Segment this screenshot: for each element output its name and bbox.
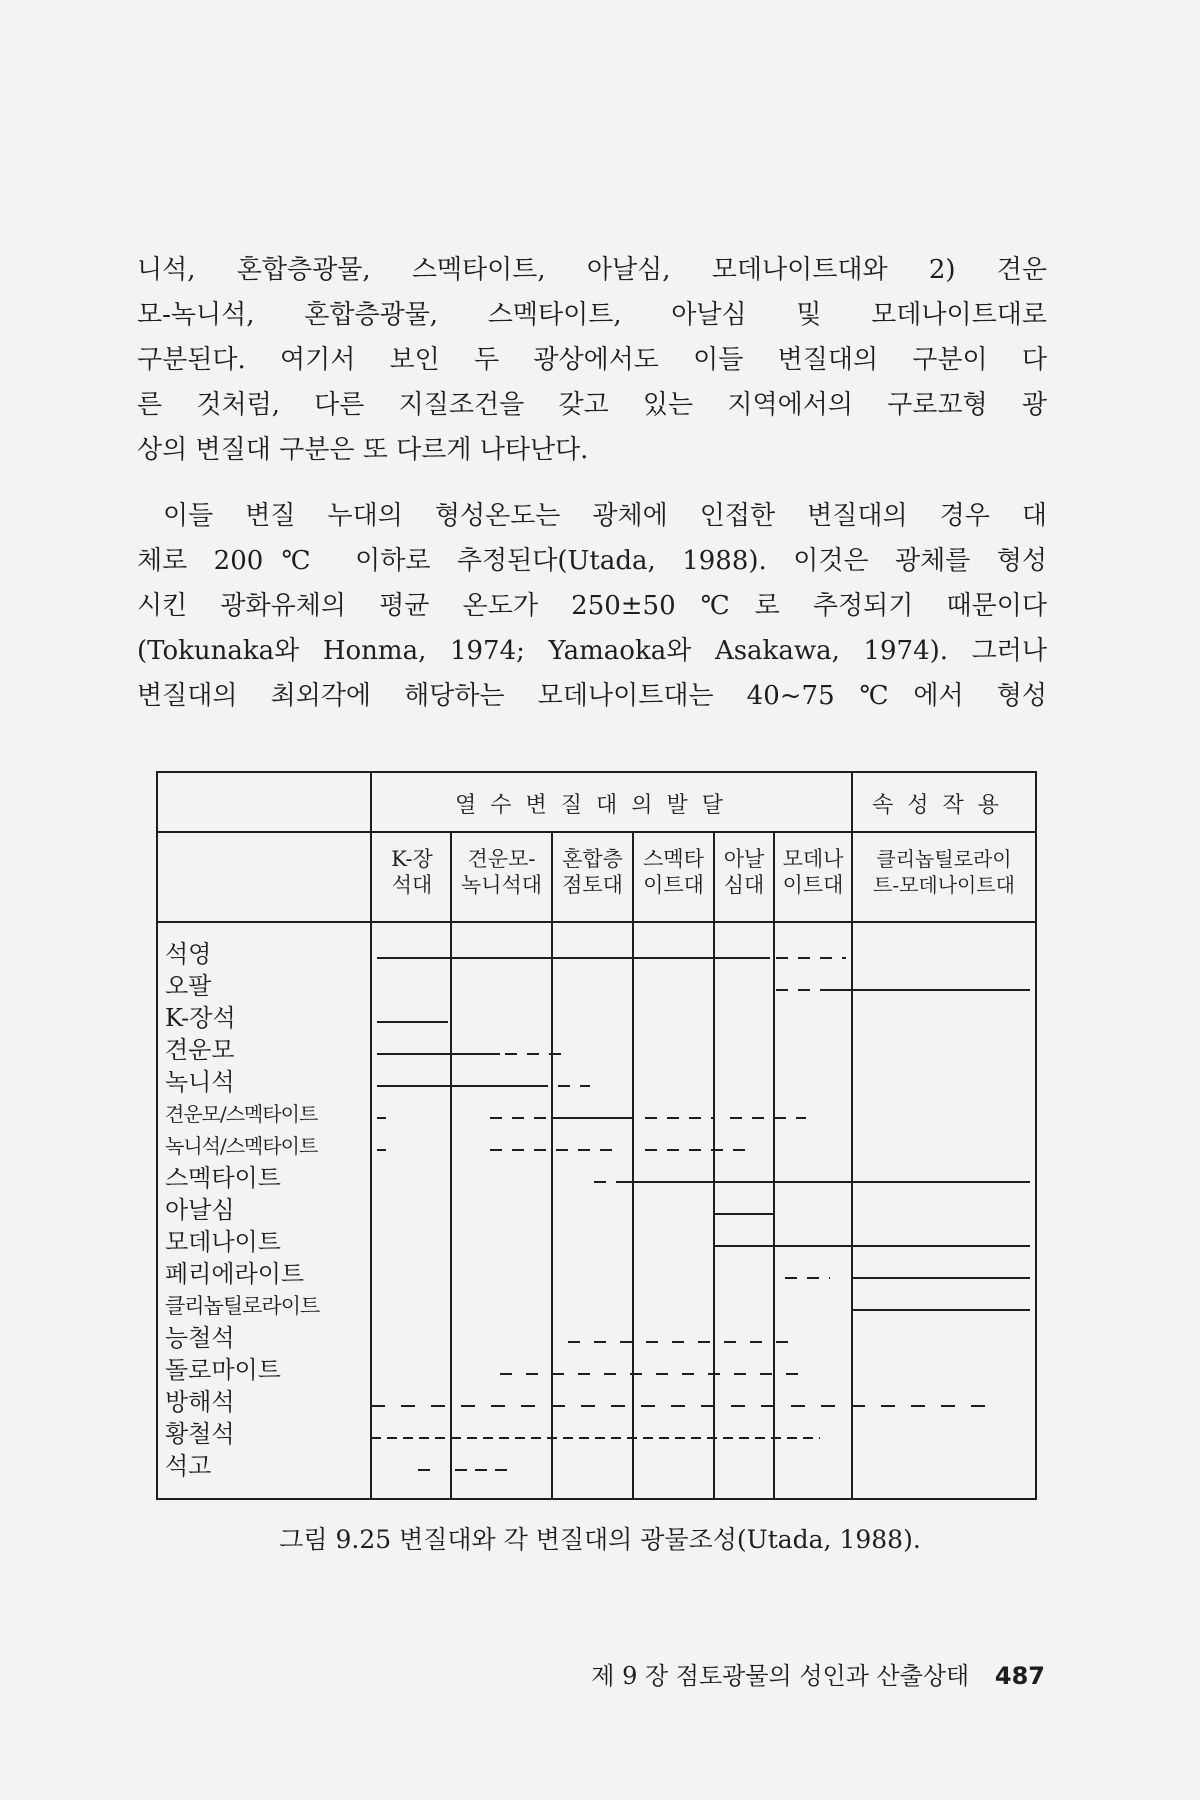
text-line: 구분된다. 여기서 보인 두 광상에서도 이들 변질대의 구분이 다 — [137, 345, 1047, 375]
mineral-label: 방해석 — [165, 1388, 235, 1416]
mineral-label: 아날심 — [165, 1196, 235, 1224]
column-header — [451, 846, 552, 898]
column-header-line: 점토대 — [562, 873, 623, 897]
text-line: 이들 변질 누대의 형성온도는 광체에 인접한 변질대의 경우 대 — [163, 501, 1047, 531]
mineral-label: 페리에라이트 — [165, 1260, 305, 1288]
mineral-label: 모데나이트 — [165, 1228, 281, 1256]
text-line: 모-녹니석, 혼합층광물, 스멕타이트, 아날심 및 모데나이트대로 — [137, 300, 1047, 330]
column-header-line: 아날 — [723, 847, 765, 871]
column-header-line: 녹니석대 — [460, 873, 543, 897]
column-header-line: 이트대 — [782, 873, 844, 897]
group-title-hydrothermal: 열수변질대의발달 — [455, 793, 738, 818]
column-header — [633, 846, 714, 898]
column-header-line: 트-모데나이트대 — [873, 873, 1015, 897]
text-line: 시킨 광화유체의 평균 온도가 250±50℃로 추정되기 때문이다 — [137, 591, 1047, 621]
column-header — [774, 846, 852, 898]
text-line: 상의 변질대 구분은 또 다르게 나타난다. — [137, 435, 589, 465]
column-header — [552, 846, 633, 898]
column-header — [714, 846, 774, 898]
mineral-label: 녹니석 — [165, 1068, 235, 1096]
mineral-label: 견운모 — [165, 1036, 235, 1064]
chapter-title: 제 9 장 점토광물의 성인과 산출상태 — [591, 1662, 970, 1690]
text-line: 니석, 혼합층광물, 스멕타이트, 아날심, 모데나이트대와 2) 견운 — [137, 255, 1047, 285]
text-line: 체로 200℃ 이하로 추정된다(Utada, 1988). 이것은 광체를 형성 — [137, 546, 1047, 576]
column-header-line: 견운모- — [467, 847, 536, 871]
text-line: 변질대의 최외각에 해당하는 모데나이트대는 40~75℃에서 형성 — [137, 681, 1047, 711]
mineral-label: 석고 — [165, 1452, 212, 1480]
mineral-label: 견운모/스멕타이트 — [165, 1102, 318, 1126]
column-header-line: 석대 — [391, 873, 433, 897]
column-header — [373, 846, 451, 898]
page-footer — [591, 1656, 1045, 1691]
mineral-label: 클리놉틸로라이트 — [165, 1294, 320, 1318]
mineral-label: 녹니석/스멕타이트 — [165, 1134, 318, 1158]
mineral-label: 황철석 — [165, 1420, 235, 1448]
mineral-label: 스멕타이트 — [165, 1164, 281, 1192]
mineral-label: 돌로마이트 — [165, 1356, 281, 1384]
mineral-label: 능철석 — [165, 1324, 235, 1352]
text-line: 른 것처럼, 다른 지질조건을 갖고 있는 지역에서의 구로꼬형 광 — [137, 390, 1047, 420]
text-line: (Tokunaka와 Honma, 1974; Yamaoka와 Asakawa, 1974). 그러나 — [137, 636, 1047, 666]
column-header-line: 이트대 — [643, 873, 704, 897]
page-number: 487 — [994, 1662, 1045, 1690]
column-header-line: K-장 — [391, 847, 433, 871]
mineral-list — [165, 938, 385, 1482]
column-header — [852, 846, 1036, 898]
column-header-line: 모데나 — [782, 847, 844, 871]
column-header-line: 클리놉틸로라이 — [876, 847, 1012, 871]
column-header-line: 혼합층 — [562, 847, 623, 871]
column-header-line: 심대 — [723, 873, 765, 897]
mineral-label: K-장석 — [165, 1004, 236, 1032]
mineral-label: 석영 — [165, 940, 212, 968]
column-header-line: 스멕타 — [643, 847, 704, 871]
figure-caption: 그림 9.25 변질대와 각 변질대의 광물조성(Utada, 1988). — [279, 1525, 921, 1554]
group-title-burial: 속성작용 — [872, 793, 1014, 818]
mineral-label: 오팔 — [165, 972, 212, 1000]
